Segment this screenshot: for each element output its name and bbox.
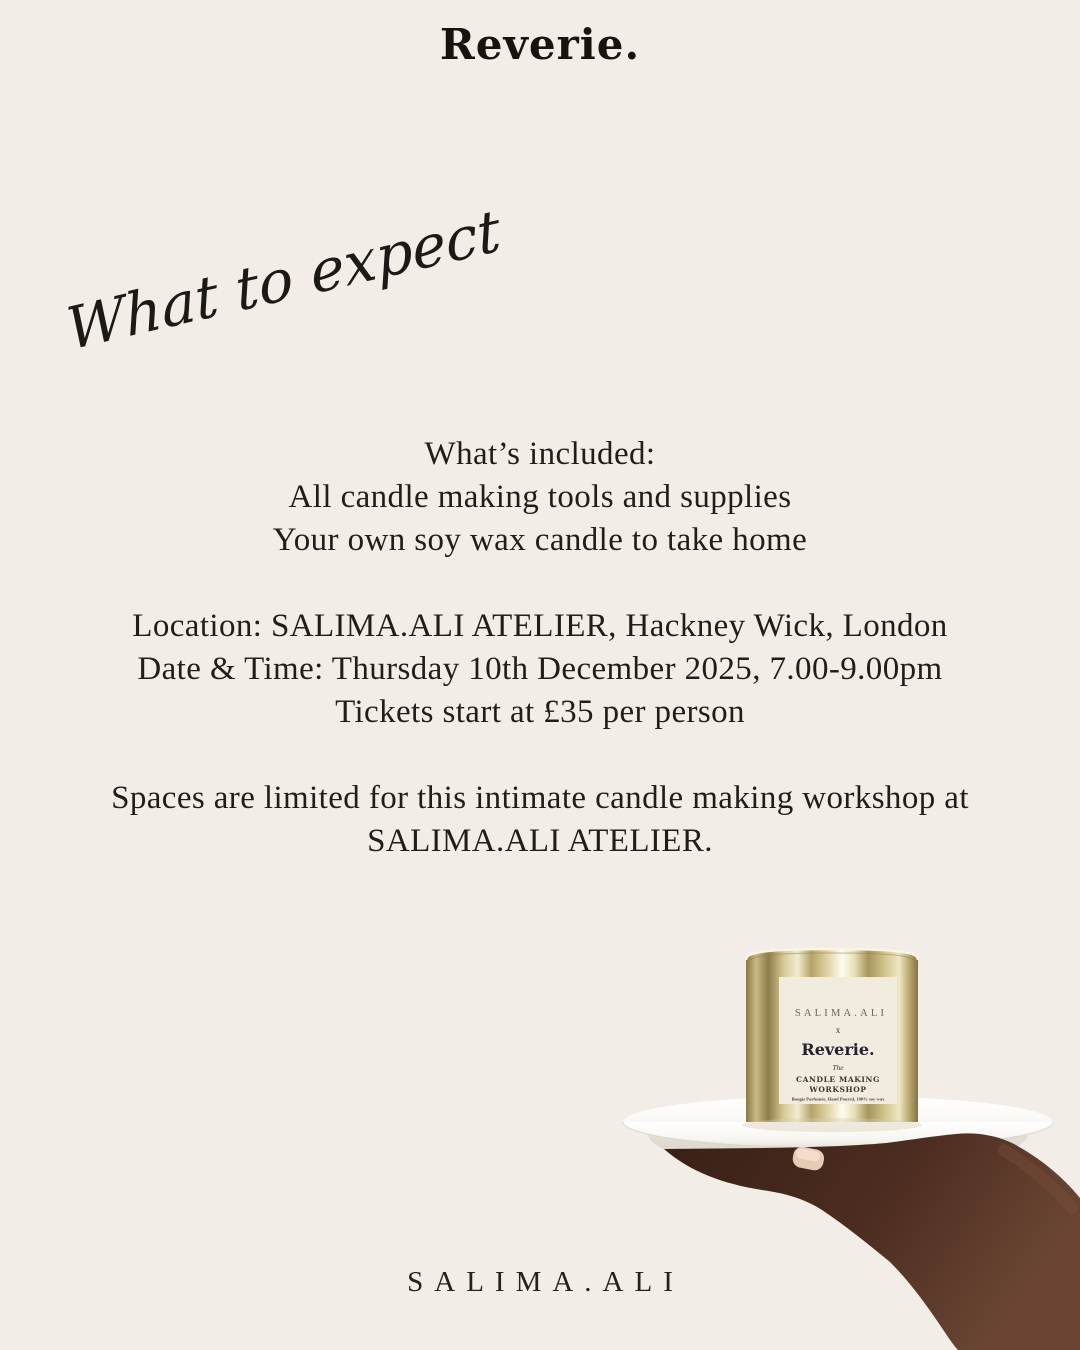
label-workshop-line2: WORKSHOP [809,1085,867,1094]
detail-location: Location: SALIMA.ALI ATELIER, Hackney Wick, London [132,608,948,644]
page-title: Reverie. [439,20,641,69]
tin-contact-shadow [742,1118,922,1132]
closing-line: SALIMA.ALI ATELIER. [367,823,713,859]
footer-brand-logo: SALIMA.ALI [407,1266,684,1298]
label-fine-print: Bougie Parfumée, Hand Poured, 100% soy wax [791,1096,885,1102]
label-brand: SALIMA.ALI [794,1008,888,1019]
label-collab-x: x [835,1025,841,1035]
detail-tickets: Tickets start at £35 per person [335,694,745,730]
label-partner: Reverie. [801,1040,875,1059]
included-heading: What’s included: [424,436,656,472]
included-item: Your own soy wax candle to take home [272,522,808,558]
included-item: All candle making tools and supplies [288,479,792,515]
spacer [0,562,1080,605]
label-the: The [832,1063,844,1072]
closing-line: Spaces are limited for this intimate candle making workshop at [111,780,969,816]
body-copy [0,433,1080,863]
spacer [0,734,1080,777]
label-workshop-line1: CANDLE MAKING [796,1075,880,1084]
script-heading: What to expect [62,196,505,364]
detail-date-time: Date & Time: Thursday 10th December 2025, 7.00-9.00pm [137,651,943,687]
